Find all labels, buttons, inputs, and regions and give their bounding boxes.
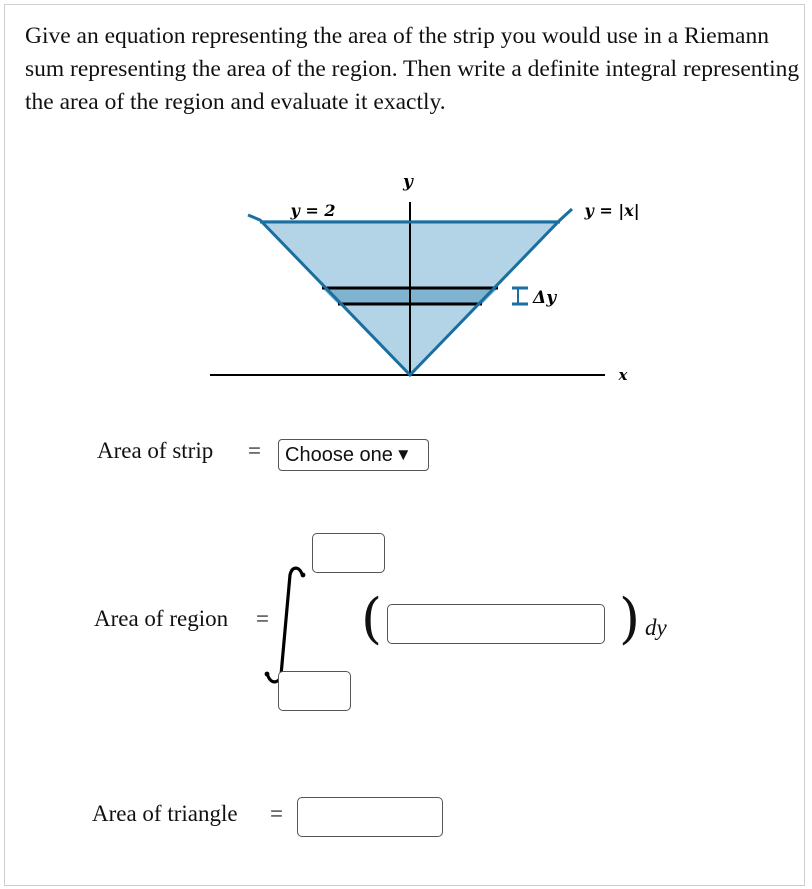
integral-sign-icon <box>261 563 311 687</box>
lower-limit-input[interactable] <box>278 671 351 711</box>
triangle-area-input[interactable] <box>297 797 443 837</box>
upper-limit-input[interactable] <box>312 533 385 573</box>
integrand-right-paren: ) <box>619 587 641 650</box>
region-equals: = <box>256 606 269 631</box>
triangle-label: Area of triangle <box>92 801 238 826</box>
region-label: Area of region <box>94 606 229 631</box>
question-prompt: Give an equation representing the area of the strip you would use in a Riemann sum representing the area of the region. Then write a definite integral representing the area of the region and evaluate it exactly. <box>25 23 800 115</box>
delta-y-label: Δy <box>533 288 557 308</box>
dropdown-selected-value: Choose one <box>285 443 393 466</box>
region-graph <box>205 165 665 395</box>
triangle-equals: = <box>270 801 283 826</box>
strip-area-dropdown[interactable] <box>278 439 429 471</box>
integrand-input[interactable] <box>387 604 605 644</box>
curve-label: y = |x| <box>584 201 640 220</box>
question-card <box>4 4 805 886</box>
top-line-label: y = 2 <box>290 201 336 220</box>
strip-equals: = <box>248 438 261 463</box>
chevron-down-icon: ▼ <box>394 445 412 464</box>
strip-label: Area of strip <box>97 438 214 463</box>
differential-dy: dy <box>645 615 667 640</box>
y-axis-label: y <box>403 172 413 192</box>
integrand-left-paren: ( <box>361 587 383 650</box>
x-axis-label: x <box>618 366 628 384</box>
